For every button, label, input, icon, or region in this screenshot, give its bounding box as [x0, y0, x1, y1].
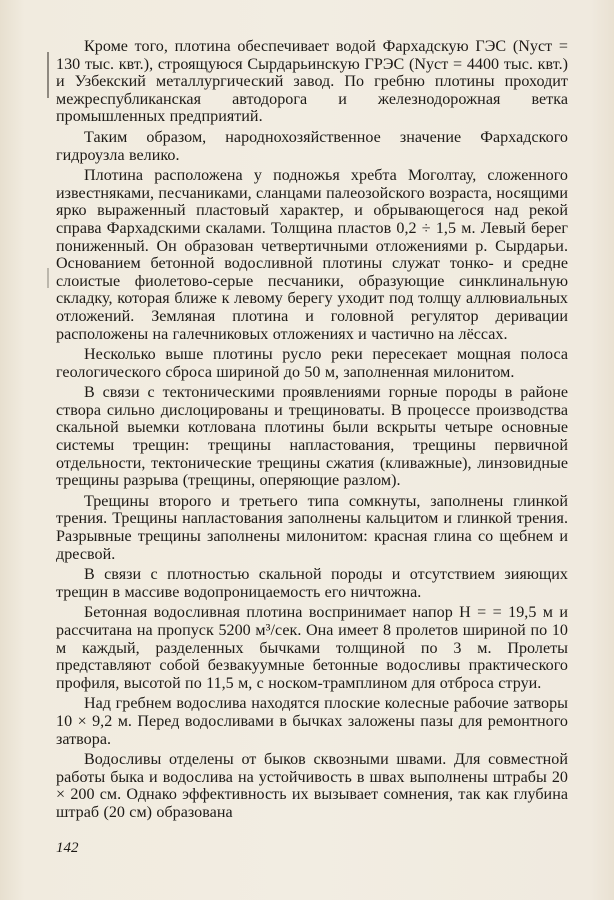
paragraph: Бетонная водосливная плотина воспринимает напор H = = 19,5 м и рассчитана на пропуск 5200 м³/сек. Она имеет 8 пролетов шириной по 10 м каждый, разделенных бычками толщиной по 3 м. Пролеты представляют собой безвакуумные бетонные водосливы практического профиля, высотой по 11,5 м, с носком-трамплином для отброса струи.: [56, 604, 568, 692]
paragraph: Таким образом, народнохозяйственное значение Фархадского гидроузла велико.: [56, 128, 568, 164]
paragraph: Плотина расположена у подножья хребта Моголтау, сложенного известняками, песчаниками, сланцами палеозойского возраста, носящими ярко выраженный пластовый характер, и обрывающегося над рекой справа Фархадскими скалами. Толщина пластов 0,2 ÷ 1,5 м. Левый берег пониженный. Он образован четвертичными отложениями р. Сырдарьи. Основанием бетонной водосливной плотины служат тонко- и средне слоистые фиолетово-серые песчаники, образующие синклинальную складку, которая ближе к левому берегу уходит под толщу аллювиальных отложений. Земляная плотина и головной регулятор деривации расположены на галечниковых отложениях и частично на лёссах.: [56, 167, 568, 343]
paragraph: В связи с тектоническими проявлениями горные породы в районе створа сильно дислоцированы и трещиноваты. В процессе производства скальной выемки котлована плотины были вскрыты четыре основные системы трещин: трещины напластования, трещины первичной отдельности, тектонические трещины сжатия (кливажные), линзовидные трещины разрыва (трещины, оперяющие разлом).: [56, 384, 568, 490]
paragraph: Кроме того, плотина обеспечивает водой Фархадскую ГЭС (Nуст = 130 тыс. квт.), строящуюся Сырдарьинскую ГРЭС (Nуст = 4400 тыс. квт.) и Узбекский металлургический завод. По гребню плотины проходит межреспубликанская автодорога и железнодорожная ветка промышленных предприятий.: [56, 38, 568, 126]
body-text: [56, 38, 568, 825]
paragraph: Трещины второго и третьего типа сомкнуты, заполнены глинкой трения. Трещины напластования заполнены кальцитом и глинкой трения. Разрывные трещины заполнены милонитом: красная глина со щебнем и дресвой.: [56, 492, 568, 563]
margin-pencil-mark: [47, 52, 49, 98]
paragraph: В связи с плотностью скальной породы и отсутствием зияющих трещин в массиве водопроницаемость его ничтожна.: [56, 566, 568, 601]
paragraph: Над гребнем водослива находятся плоские колесные рабочие затворы 10 × 9,2 м. Перед водосливами в бычках заложены пазы для ремонтного затвора.: [56, 695, 568, 748]
page-number: 142: [56, 840, 79, 856]
margin-pencil-mark: [47, 268, 49, 288]
paragraph: Несколько выше плотины русло реки пересекает мощная полоса геологического сброса шириной до 50 м, заполненная милонитом.: [56, 346, 568, 381]
paragraph: Водосливы отделены от быков сквозными швами. Для совместной работы быка и водослива на устойчивость в швах выполнены штрабы 20 × 200 см. Однако эффективность их вызывает сомнения, так как глубина штраб (20 см) образована: [56, 751, 568, 821]
